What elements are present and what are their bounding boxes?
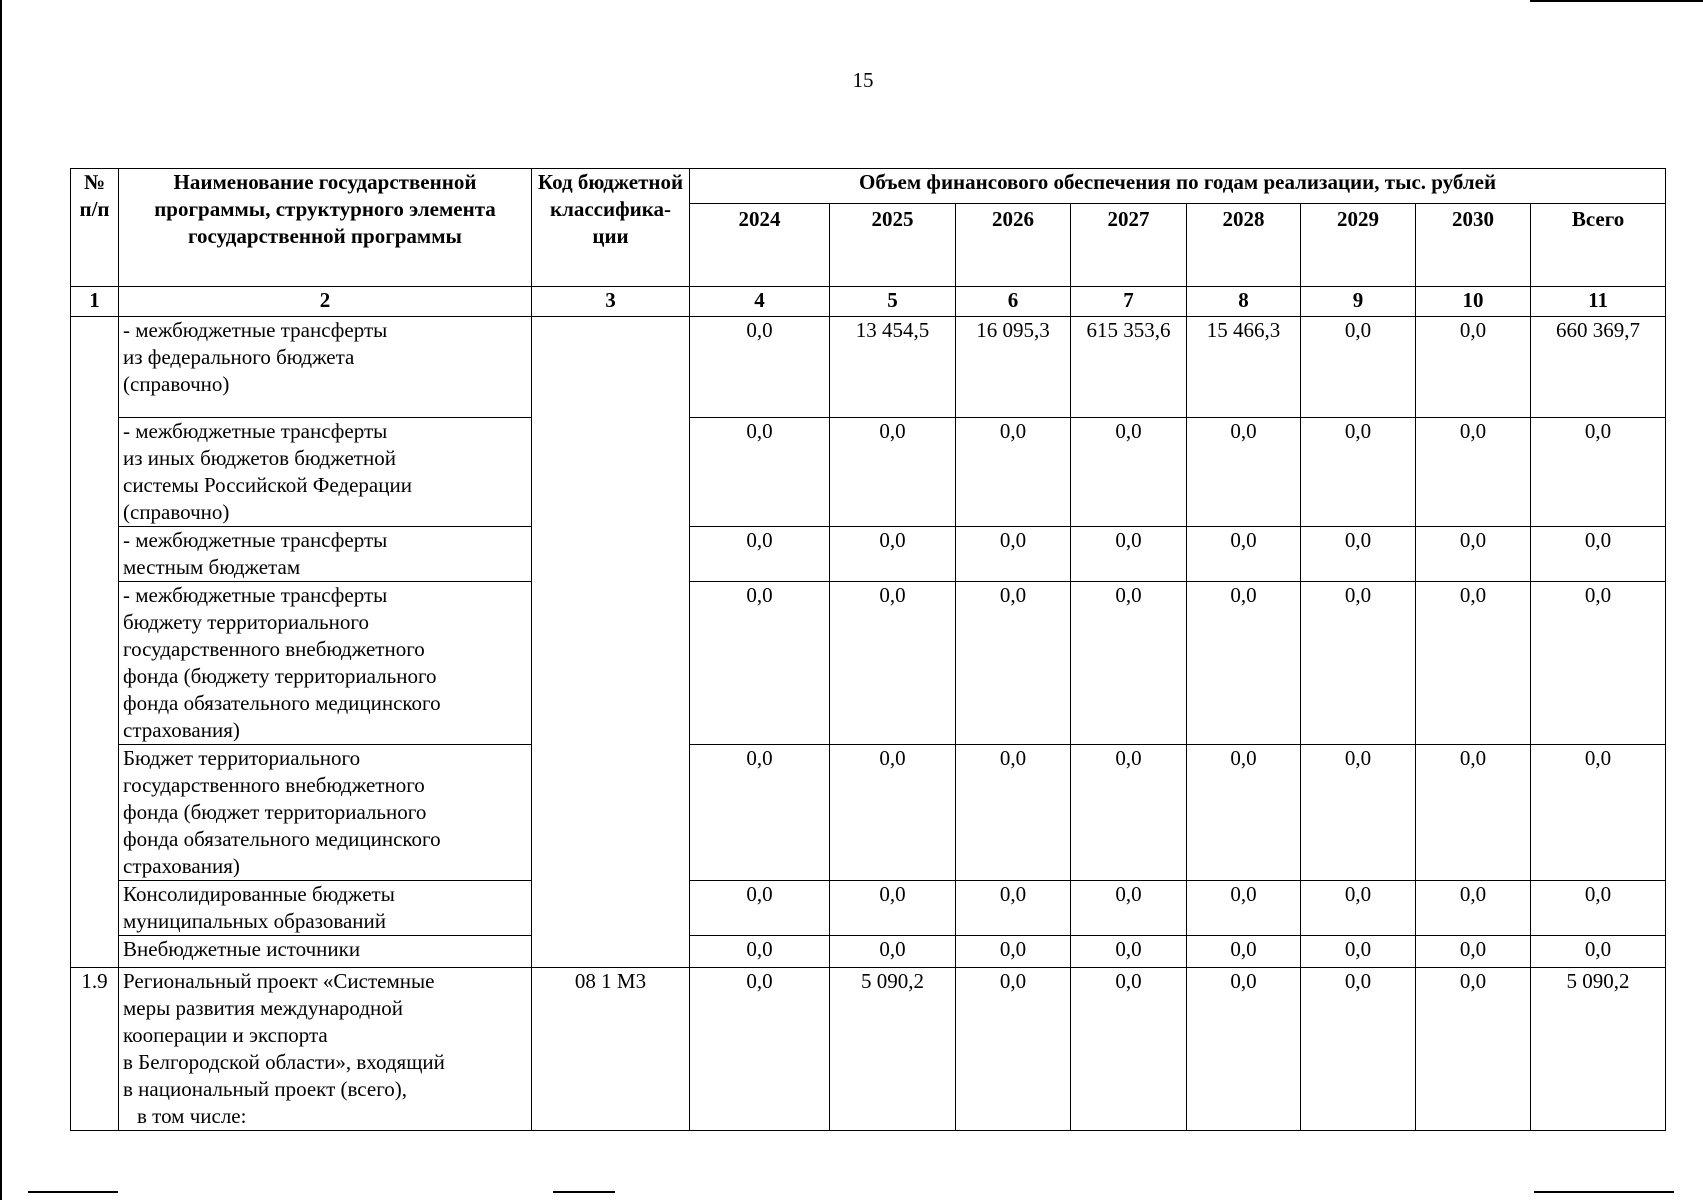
year-value-cell: 0,0: [1071, 881, 1187, 936]
year-value-cell: 0,0: [956, 582, 1071, 745]
year-value-cell: 0,0: [956, 745, 1071, 881]
year-value-cell: 0,0: [690, 968, 830, 1131]
row-name-cell: [119, 317, 532, 418]
row-number-cell: 1.9: [71, 968, 119, 1131]
year-value-cell: 0,0: [1187, 418, 1301, 527]
row-name-line: системы Российской Федерации: [123, 473, 412, 497]
column-index: 7: [1071, 287, 1187, 317]
header-num: № п/п: [71, 169, 119, 287]
year-value-cell: 0,0: [1187, 745, 1301, 881]
year-value-cell: 0,0: [830, 582, 956, 745]
row-name-cell: [119, 968, 532, 1131]
row-name-cell: [119, 745, 532, 881]
table-row: [71, 968, 1666, 1131]
header-year-2024: 2024: [690, 204, 830, 287]
column-index: 4: [690, 287, 830, 317]
page-number: 15: [852, 68, 874, 92]
row-name-line: Региональный проект «Системные: [123, 969, 435, 993]
total-value-cell: 0,0: [1531, 745, 1666, 881]
table-row: [71, 881, 1666, 936]
left-edge-line: [0, 0, 2, 1200]
row-number-cell: [71, 317, 119, 968]
row-name-cell: [119, 582, 532, 745]
column-index: 9: [1301, 287, 1416, 317]
table-row: [71, 582, 1666, 745]
year-value-cell: 0,0: [690, 527, 830, 582]
total-value-cell: 0,0: [1531, 527, 1666, 582]
year-value-cell: 0,0: [1187, 968, 1301, 1131]
year-value-cell: 0,0: [1071, 527, 1187, 582]
header-volume: Объем финансового обеспечения по годам реализации, тыс. рублей: [690, 169, 1666, 204]
row-name-line: фонда (бюджету территориального: [123, 664, 437, 688]
row-name-line: в том числе:: [137, 1104, 247, 1128]
year-value-cell: 615 353,6: [1071, 317, 1187, 418]
header-year-2029: 2029: [1301, 204, 1416, 287]
row-name-line: фонда обязательного медицинского: [123, 691, 441, 715]
year-value-cell: 0,0: [1071, 745, 1187, 881]
year-value-cell: 0,0: [690, 317, 830, 418]
row-name-line: страхования): [123, 718, 240, 742]
row-name-line: в Белгородской области», входящий: [123, 1050, 445, 1074]
row-name-line: из иных бюджетов бюджетной: [123, 446, 396, 470]
row-name-line: бюджету территориального: [123, 610, 369, 634]
year-value-cell: 0,0: [1071, 968, 1187, 1131]
total-value-cell: 5 090,2: [1531, 968, 1666, 1131]
row-name-line: фонда (бюджет территориального: [123, 800, 427, 824]
column-index: 10: [1416, 287, 1531, 317]
row-name-line: меры развития международной: [123, 996, 403, 1020]
year-value-cell: 0,0: [1416, 527, 1531, 582]
year-value-cell: 0,0: [1301, 418, 1416, 527]
year-value-cell: 0,0: [690, 582, 830, 745]
table-row: [71, 745, 1666, 881]
row-name-line: фонда обязательного медицинского: [123, 827, 441, 851]
year-value-cell: 0,0: [956, 418, 1071, 527]
budget-code-cell: [532, 317, 690, 968]
header-total: Всего: [1531, 204, 1666, 287]
column-index: 6: [956, 287, 1071, 317]
total-value-cell: 0,0: [1531, 936, 1666, 968]
bottom-center-edge-line: [553, 1191, 615, 1193]
table-row: [71, 527, 1666, 582]
header-year-2027: 2027: [1071, 204, 1187, 287]
column-index: 2: [119, 287, 532, 317]
header-year-2026: 2026: [956, 204, 1071, 287]
row-name-line: государственного внебюджетного: [123, 637, 425, 661]
year-value-cell: 13 454,5: [830, 317, 956, 418]
header-year-2025: 2025: [830, 204, 956, 287]
year-value-cell: 0,0: [1301, 968, 1416, 1131]
row-name-line: кооперации и экспорта: [123, 1023, 328, 1047]
year-value-cell: 0,0: [956, 968, 1071, 1131]
row-name-line: - межбюджетные трансферты: [123, 528, 388, 552]
row-name-line: Бюджет территориального: [123, 746, 361, 770]
top-right-edge-line: [1530, 0, 1703, 2]
year-value-cell: 0,0: [1301, 582, 1416, 745]
column-index: 5: [830, 287, 956, 317]
year-value-cell: 0,0: [1416, 745, 1531, 881]
header-code: Код бюджетной классифика-ции: [532, 169, 690, 287]
year-value-cell: 0,0: [690, 936, 830, 968]
row-name-line: из федерального бюджета: [123, 345, 355, 369]
row-name-line: страхования): [123, 854, 240, 878]
year-value-cell: 15 466,3: [1187, 317, 1301, 418]
row-name-line: в национальный проект (всего),: [123, 1077, 408, 1101]
column-index: 11: [1531, 287, 1666, 317]
table-row: [71, 317, 1666, 418]
row-name-cell: [119, 418, 532, 527]
total-value-cell: 660 369,7: [1531, 317, 1666, 418]
bottom-right-edge-line: [1534, 1191, 1674, 1193]
year-value-cell: 0,0: [956, 936, 1071, 968]
year-value-cell: 0,0: [1301, 317, 1416, 418]
year-value-cell: 16 095,3: [956, 317, 1071, 418]
year-value-cell: 0,0: [1416, 968, 1531, 1131]
budget-code-cell: 08 1 М3: [532, 968, 690, 1131]
year-value-cell: 0,0: [830, 936, 956, 968]
year-value-cell: 0,0: [1301, 745, 1416, 881]
year-value-cell: 0,0: [690, 745, 830, 881]
total-value-cell: 0,0: [1531, 881, 1666, 936]
year-value-cell: 0,0: [1187, 582, 1301, 745]
column-index-row: [71, 287, 1666, 317]
row-name-line: муниципальных образований: [123, 909, 386, 933]
table-row: [71, 418, 1666, 527]
table-row: [71, 936, 1666, 968]
column-index: 1: [71, 287, 119, 317]
year-value-cell: 0,0: [1416, 582, 1531, 745]
year-value-cell: 0,0: [1416, 936, 1531, 968]
year-value-cell: 0,0: [830, 881, 956, 936]
year-value-cell: 0,0: [1301, 881, 1416, 936]
year-value-cell: 0,0: [1187, 936, 1301, 968]
row-name-line: - межбюджетные трансферты: [123, 583, 388, 607]
total-value-cell: 0,0: [1531, 582, 1666, 745]
column-index: 8: [1187, 287, 1301, 317]
year-value-cell: 0,0: [956, 881, 1071, 936]
year-value-cell: 0,0: [956, 527, 1071, 582]
column-index: 3: [532, 287, 690, 317]
row-name-line: местным бюджетам: [123, 555, 301, 579]
year-value-cell: 0,0: [1187, 527, 1301, 582]
year-value-cell: 0,0: [1071, 582, 1187, 745]
header-year-2030: 2030: [1416, 204, 1531, 287]
row-name-line: (справочно): [123, 372, 230, 396]
row-name-line: Внебюджетные источники: [123, 937, 361, 961]
row-name-line: государственного внебюджетного: [123, 773, 425, 797]
year-value-cell: 0,0: [830, 418, 956, 527]
year-value-cell: 0,0: [1187, 881, 1301, 936]
year-value-cell: 5 090,2: [830, 968, 956, 1131]
year-value-cell: 0,0: [1416, 881, 1531, 936]
year-value-cell: 0,0: [830, 527, 956, 582]
row-name-cell: [119, 881, 532, 936]
year-value-cell: 0,0: [1416, 317, 1531, 418]
row-name-line: (справочно): [123, 500, 230, 524]
financing-table: [70, 168, 1666, 1131]
header-row-1: [71, 169, 1666, 204]
year-value-cell: 0,0: [1071, 418, 1187, 527]
year-value-cell: 0,0: [690, 418, 830, 527]
header-name: Наименование государственной программы, структурного элемента государственной программы: [119, 169, 532, 287]
year-value-cell: 0,0: [830, 745, 956, 881]
bottom-left-edge-line: [28, 1191, 118, 1193]
total-value-cell: 0,0: [1531, 418, 1666, 527]
year-value-cell: 0,0: [1301, 936, 1416, 968]
row-name-line: - межбюджетные трансферты: [123, 318, 388, 342]
row-name-cell: [119, 527, 532, 582]
year-value-cell: 0,0: [690, 881, 830, 936]
row-name-line: - межбюджетные трансферты: [123, 419, 388, 443]
year-value-cell: 0,0: [1071, 936, 1187, 968]
year-value-cell: 0,0: [1301, 527, 1416, 582]
row-name-cell: [119, 936, 532, 968]
year-value-cell: 0,0: [1416, 418, 1531, 527]
header-year-2028: 2028: [1187, 204, 1301, 287]
row-name-line: Консолидированные бюджеты: [123, 882, 395, 906]
